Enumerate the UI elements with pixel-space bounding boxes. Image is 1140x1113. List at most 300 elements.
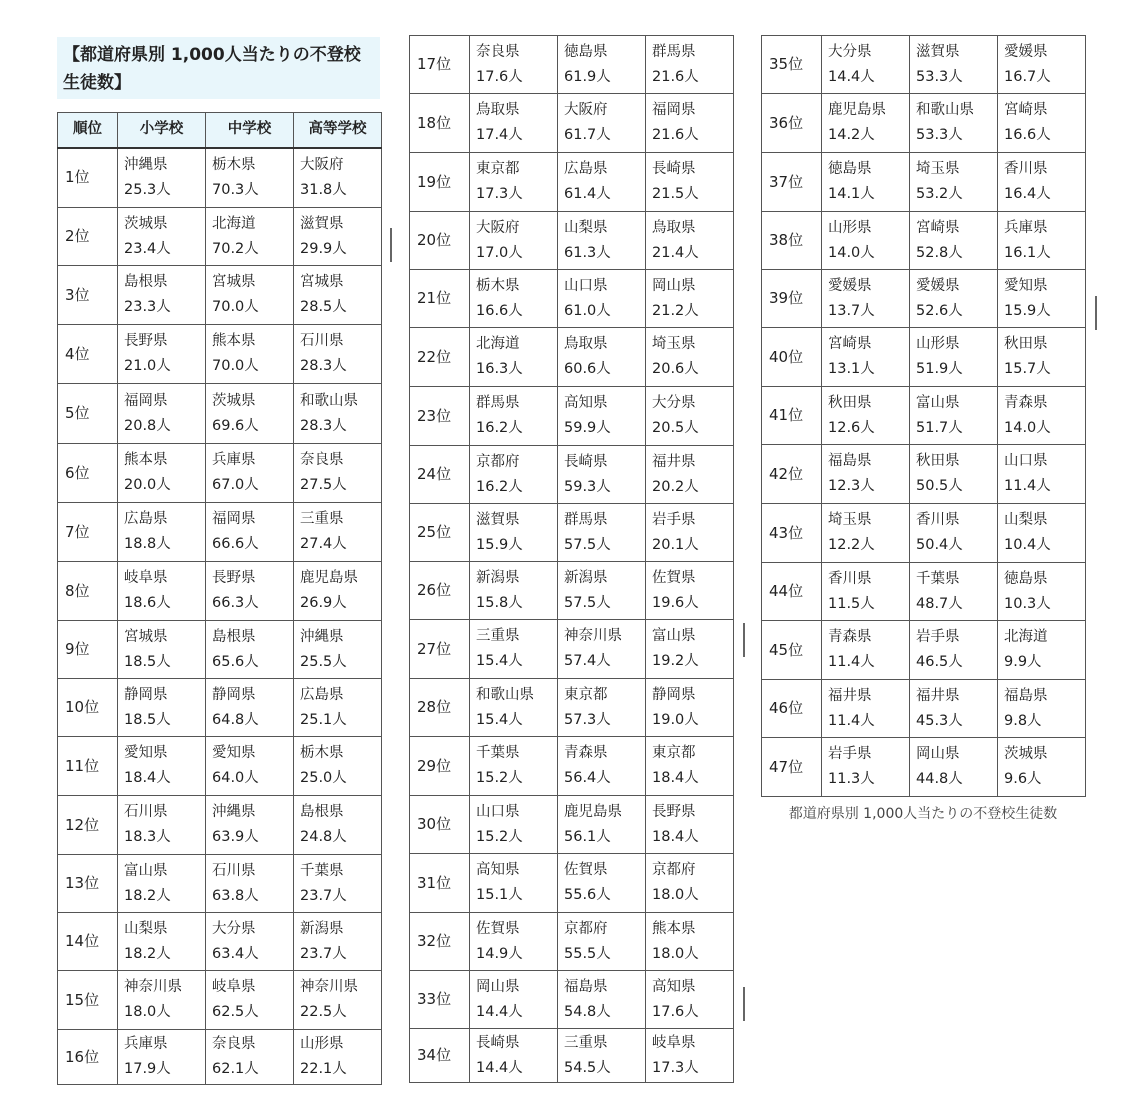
table-row <box>762 94 1086 153</box>
table-row <box>410 854 734 913</box>
student-count: 50.5人 <box>916 478 963 494</box>
high-school-cell <box>998 328 1086 387</box>
table-row <box>410 562 734 620</box>
junior-high-cell <box>558 212 646 270</box>
high-school-cell <box>294 384 382 444</box>
rank-cell: 19位 <box>410 153 470 212</box>
prefecture-name: 鳥取県 <box>476 102 520 118</box>
junior-high-cell <box>910 270 998 328</box>
prefecture-name: 宮城県 <box>124 628 168 645</box>
student-count: 9.9人 <box>1004 654 1042 670</box>
student-count: 12.2人 <box>828 537 875 553</box>
student-count: 62.5人 <box>212 1004 259 1020</box>
rank-cell: 14位 <box>58 913 118 971</box>
elementary-cell <box>822 738 910 797</box>
prefecture-name: 山形県 <box>300 1036 344 1052</box>
student-count: 31.8人 <box>300 181 347 198</box>
elementary-cell <box>470 620 558 679</box>
high-school-cell <box>646 854 734 913</box>
student-count: 52.6人 <box>916 302 963 319</box>
prefecture-name: 佐賀県 <box>476 920 520 937</box>
high-school-cell <box>646 504 734 562</box>
high-school-cell <box>646 36 734 94</box>
high-school-cell <box>998 680 1086 738</box>
elementary-cell <box>470 94 558 153</box>
scrollbar-handle[interactable] <box>1095 296 1097 330</box>
table-row <box>58 971 382 1030</box>
table-row <box>410 679 734 737</box>
rank-cell: 37位 <box>762 153 822 212</box>
prefecture-name: 兵庫県 <box>212 452 256 468</box>
student-count: 63.9人 <box>212 829 259 845</box>
prefecture-name: 福島県 <box>828 453 872 469</box>
elementary-cell <box>118 562 206 621</box>
high-school-cell <box>294 325 382 384</box>
student-count: 51.9人 <box>916 361 963 377</box>
prefecture-name: 香川県 <box>1004 161 1048 177</box>
prefecture-name: 埼玉県 <box>828 512 872 528</box>
student-count: 61.7人 <box>564 127 611 143</box>
prefecture-name: 福井県 <box>652 453 696 470</box>
rank-cell: 17位 <box>410 36 470 94</box>
prefecture-name: 岩手県 <box>652 511 696 528</box>
prefecture-name: 高知県 <box>476 862 520 878</box>
scrollbar-handle[interactable] <box>390 228 392 262</box>
prefecture-name: 東京都 <box>564 686 608 703</box>
prefecture-name: 広島県 <box>564 161 608 177</box>
prefecture-name: 滋賀県 <box>300 215 344 232</box>
prefecture-name: 福井県 <box>828 687 872 704</box>
student-count: 9.6人 <box>1004 771 1042 787</box>
elementary-cell <box>118 208 206 266</box>
rank-cell: 15位 <box>58 971 118 1030</box>
junior-high-cell <box>910 387 998 445</box>
student-count: 15.1人 <box>476 887 523 903</box>
student-count: 69.6人 <box>212 417 259 434</box>
high-school-cell <box>294 562 382 621</box>
student-count: 25.0人 <box>300 770 347 786</box>
elementary-cell <box>118 737 206 796</box>
elementary-cell <box>822 504 910 563</box>
prefecture-name: 岩手県 <box>828 746 872 762</box>
student-count: 18.4人 <box>124 770 171 786</box>
table-row <box>762 328 1086 387</box>
table-row <box>58 855 382 913</box>
prefecture-name: 秋田県 <box>1004 336 1048 352</box>
elementary-cell <box>118 913 206 971</box>
high-school-cell <box>998 621 1086 680</box>
table-row <box>410 737 734 796</box>
table-row <box>58 444 382 503</box>
student-count: 16.2人 <box>476 420 523 436</box>
table-row <box>762 680 1086 738</box>
junior-high-cell <box>558 270 646 328</box>
header-rank: 順位 <box>58 113 118 148</box>
elementary-cell <box>118 1030 206 1085</box>
prefecture-name: 栃木県 <box>300 745 344 761</box>
prefecture-name: 徳島県 <box>828 161 872 177</box>
rank-cell: 44位 <box>762 563 822 621</box>
prefecture-name: 石川県 <box>212 862 256 879</box>
prefecture-name: 山口県 <box>564 277 608 294</box>
elementary-cell <box>822 212 910 270</box>
student-count: 19.2人 <box>652 653 699 669</box>
table-row <box>762 563 1086 621</box>
table-row <box>762 270 1086 328</box>
student-count: 18.8人 <box>124 536 171 552</box>
student-count: 70.0人 <box>212 358 259 374</box>
high-school-cell <box>646 270 734 328</box>
prefecture-name: 愛媛県 <box>916 277 960 294</box>
junior-high-cell <box>558 796 646 854</box>
student-count: 53.3人 <box>916 127 963 143</box>
student-count: 54.8人 <box>564 1003 611 1020</box>
high-school-cell <box>998 270 1086 328</box>
student-count: 50.4人 <box>916 537 963 553</box>
prefecture-name: 奈良県 <box>300 452 344 468</box>
prefecture-name: 富山県 <box>124 862 168 879</box>
junior-high-cell <box>558 1029 646 1083</box>
student-count: 26.9人 <box>300 595 347 611</box>
scrollbar-handle[interactable] <box>743 623 745 657</box>
high-school-cell <box>998 563 1086 621</box>
prefecture-name: 熊本県 <box>212 333 256 349</box>
prefecture-name: 東京都 <box>652 745 696 761</box>
prefecture-name: 秋田県 <box>916 453 960 469</box>
elementary-cell <box>118 971 206 1030</box>
prefecture-name: 長野県 <box>652 803 696 820</box>
table-row <box>762 621 1086 680</box>
elementary-cell <box>470 212 558 270</box>
prefecture-name: 岡山県 <box>652 277 696 294</box>
student-count: 66.6人 <box>212 536 259 552</box>
rank-cell: 5位 <box>58 384 118 444</box>
prefecture-name: 愛知県 <box>1004 277 1048 294</box>
student-count: 18.4人 <box>652 828 699 845</box>
student-count: 20.8人 <box>124 417 171 434</box>
prefecture-name: 熊本県 <box>652 920 696 937</box>
elementary-cell <box>118 444 206 503</box>
prefecture-name: 神奈川県 <box>564 628 622 644</box>
junior-high-cell <box>910 680 998 738</box>
student-count: 46.5人 <box>916 654 963 670</box>
rank-cell: 6位 <box>58 444 118 503</box>
elementary-cell <box>822 387 910 445</box>
student-count: 53.2人 <box>916 186 963 202</box>
prefecture-name: 青森県 <box>828 629 872 645</box>
prefecture-name: 広島県 <box>300 686 344 703</box>
student-count: 13.1人 <box>828 361 875 377</box>
high-school-cell <box>294 913 382 971</box>
prefecture-name: 宮崎県 <box>916 219 960 236</box>
prefecture-name: 愛媛県 <box>1004 43 1048 60</box>
rank-cell: 42位 <box>762 445 822 504</box>
prefecture-name: 佐賀県 <box>652 569 696 586</box>
table-row <box>410 153 734 212</box>
student-count: 25.5人 <box>300 653 347 670</box>
rank-cell: 31位 <box>410 854 470 913</box>
student-count: 14.1人 <box>828 186 875 202</box>
student-count: 15.9人 <box>476 536 523 553</box>
prefecture-name: 新潟県 <box>300 920 344 937</box>
prefecture-name: 兵庫県 <box>1004 219 1048 236</box>
junior-high-cell <box>206 444 294 503</box>
high-school-cell <box>646 620 734 679</box>
prefecture-name: 大阪府 <box>476 219 520 236</box>
junior-high-cell <box>206 208 294 266</box>
table-row <box>58 503 382 562</box>
table-row <box>410 94 734 153</box>
student-count: 14.4人 <box>476 1003 523 1020</box>
student-count: 15.7人 <box>1004 361 1051 377</box>
elementary-cell <box>118 621 206 679</box>
scrollbar-handle[interactable] <box>743 987 745 1021</box>
student-count: 56.4人 <box>564 770 611 786</box>
table-row <box>762 445 1086 504</box>
student-count: 17.3人 <box>652 1059 699 1076</box>
junior-high-cell <box>558 854 646 913</box>
student-count: 18.6人 <box>124 595 171 611</box>
elementary-cell <box>822 36 910 94</box>
prefecture-name: 山形県 <box>916 336 960 352</box>
prefecture-name: 山口県 <box>1004 453 1048 469</box>
elementary-cell <box>822 270 910 328</box>
high-school-cell <box>294 679 382 737</box>
junior-high-cell <box>558 562 646 620</box>
student-count: 9.8人 <box>1004 712 1042 729</box>
student-count: 61.3人 <box>564 244 611 261</box>
elementary-cell <box>822 94 910 153</box>
table-row <box>410 328 734 387</box>
junior-high-cell <box>206 737 294 796</box>
high-school-cell <box>998 738 1086 797</box>
student-count: 29.9人 <box>300 240 347 257</box>
table-row <box>58 266 382 325</box>
elementary-cell <box>470 446 558 504</box>
header-high-school: 高等学校 <box>294 113 382 148</box>
elementary-cell <box>470 153 558 212</box>
rank-cell: 29位 <box>410 737 470 796</box>
elementary-cell <box>470 36 558 94</box>
high-school-cell <box>646 387 734 446</box>
table-row <box>58 325 382 384</box>
student-count: 59.9人 <box>564 420 611 436</box>
junior-high-cell <box>206 562 294 621</box>
high-school-cell <box>646 328 734 387</box>
student-count: 12.3人 <box>828 478 875 494</box>
prefecture-name: 三重県 <box>564 1034 608 1051</box>
elementary-cell <box>822 680 910 738</box>
junior-high-cell <box>206 384 294 444</box>
junior-high-cell <box>910 445 998 504</box>
prefecture-name: 青森県 <box>564 745 608 761</box>
student-count: 21.4人 <box>652 244 699 261</box>
prefecture-name: 福岡県 <box>124 392 168 409</box>
elementary-cell <box>118 384 206 444</box>
prefecture-name: 福島県 <box>564 978 608 995</box>
student-count: 20.6人 <box>652 361 699 377</box>
junior-high-cell <box>558 913 646 971</box>
elementary-cell <box>470 504 558 562</box>
prefecture-name: 千葉県 <box>300 862 344 879</box>
student-count: 18.2人 <box>124 887 171 904</box>
junior-high-cell <box>206 503 294 562</box>
student-count: 11.5人 <box>828 595 875 612</box>
prefecture-name: 沖縄県 <box>124 156 168 173</box>
junior-high-cell <box>910 36 998 94</box>
table-row <box>410 212 734 270</box>
table-row <box>410 971 734 1029</box>
prefecture-name: 新潟県 <box>564 569 608 586</box>
high-school-cell <box>998 94 1086 153</box>
prefecture-name: 群馬県 <box>564 511 608 528</box>
prefecture-name: 埼玉県 <box>916 161 960 177</box>
prefecture-name: 静岡県 <box>212 686 256 703</box>
prefecture-name: 佐賀県 <box>564 862 608 878</box>
student-count: 17.6人 <box>476 68 523 85</box>
rank-cell: 16位 <box>58 1030 118 1085</box>
student-count: 53.3人 <box>916 68 963 85</box>
student-count: 63.4人 <box>212 945 259 962</box>
rank-cell: 12位 <box>58 796 118 855</box>
high-school-cell <box>998 387 1086 445</box>
junior-high-cell <box>558 153 646 212</box>
junior-high-cell <box>558 679 646 737</box>
student-count: 28.3人 <box>300 358 347 374</box>
prefecture-name: 秋田県 <box>828 394 872 411</box>
rank-cell: 18位 <box>410 94 470 153</box>
junior-high-cell <box>910 621 998 680</box>
prefecture-name: 福岡県 <box>652 102 696 118</box>
student-count: 57.3人 <box>564 711 611 728</box>
prefecture-name: 香川県 <box>828 570 872 587</box>
rank-cell: 39位 <box>762 270 822 328</box>
table-row <box>58 1030 382 1085</box>
prefecture-name: 愛媛県 <box>828 277 872 294</box>
high-school-cell <box>646 1029 734 1083</box>
prefecture-name: 東京都 <box>476 161 520 177</box>
rank-cell: 43位 <box>762 504 822 563</box>
rank-cell: 23位 <box>410 387 470 446</box>
junior-high-cell <box>206 148 294 208</box>
junior-high-cell <box>206 325 294 384</box>
student-count: 15.4人 <box>476 711 523 728</box>
elementary-cell <box>118 679 206 737</box>
student-count: 64.0人 <box>212 770 259 786</box>
prefecture-name: 岡山県 <box>476 978 520 995</box>
student-count: 18.0人 <box>652 887 699 903</box>
high-school-cell <box>646 796 734 854</box>
prefecture-name: 茨城県 <box>1004 746 1048 762</box>
elementary-cell <box>470 1029 558 1083</box>
student-count: 20.2人 <box>652 478 699 495</box>
rank-cell: 11位 <box>58 737 118 796</box>
table-row <box>762 387 1086 445</box>
junior-high-cell <box>910 563 998 621</box>
junior-high-cell <box>558 328 646 387</box>
table-row <box>58 208 382 266</box>
table-row <box>410 446 734 504</box>
table-row <box>762 504 1086 563</box>
student-count: 17.4人 <box>476 127 523 143</box>
prefecture-name: 富山県 <box>652 628 696 644</box>
student-count: 57.5人 <box>564 594 611 611</box>
high-school-cell <box>294 621 382 679</box>
rank-cell: 3位 <box>58 266 118 325</box>
student-count: 25.3人 <box>124 181 171 198</box>
prefecture-name: 和歌山県 <box>916 102 974 118</box>
prefecture-name: 北海道 <box>212 215 256 232</box>
high-school-cell <box>998 212 1086 270</box>
prefecture-name: 山梨県 <box>124 920 168 937</box>
high-school-cell <box>646 913 734 971</box>
prefecture-name: 沖縄県 <box>212 804 256 820</box>
student-count: 18.3人 <box>124 829 171 845</box>
student-count: 16.2人 <box>476 478 523 495</box>
student-count: 16.3人 <box>476 361 523 377</box>
prefecture-name: 岩手県 <box>916 629 960 645</box>
elementary-cell <box>118 266 206 325</box>
prefecture-name: 島根県 <box>212 628 256 645</box>
prefecture-name: 愛知県 <box>212 745 256 761</box>
table-row <box>762 212 1086 270</box>
student-count: 67.0人 <box>212 477 259 493</box>
high-school-cell <box>294 737 382 796</box>
prefecture-name: 徳島県 <box>564 43 608 60</box>
prefecture-name: 千葉県 <box>476 745 520 761</box>
student-count: 16.6人 <box>1004 127 1051 143</box>
high-school-cell <box>294 971 382 1030</box>
student-count: 55.6人 <box>564 887 611 903</box>
prefecture-name: 香川県 <box>916 512 960 528</box>
table-row <box>762 153 1086 212</box>
student-count: 66.3人 <box>212 595 259 611</box>
table-row <box>58 562 382 621</box>
student-count: 27.4人 <box>300 536 347 552</box>
student-count: 18.2人 <box>124 945 171 962</box>
student-count: 18.0人 <box>124 1004 171 1020</box>
elementary-cell <box>470 737 558 796</box>
student-count: 70.2人 <box>212 240 259 257</box>
ranking-table-1 <box>57 112 382 1085</box>
rank-cell: 41位 <box>762 387 822 445</box>
prefecture-name: 栃木県 <box>476 277 520 294</box>
rank-cell: 9位 <box>58 621 118 679</box>
prefecture-name: 愛知県 <box>124 745 168 761</box>
high-school-cell <box>294 1030 382 1085</box>
prefecture-name: 奈良県 <box>212 1036 256 1052</box>
junior-high-cell <box>910 94 998 153</box>
prefecture-name: 神奈川県 <box>300 979 358 995</box>
student-count: 16.4人 <box>1004 186 1051 202</box>
junior-high-cell <box>558 36 646 94</box>
elementary-cell <box>822 328 910 387</box>
elementary-cell <box>470 328 558 387</box>
table-row <box>762 738 1086 797</box>
prefecture-name: 栃木県 <box>212 156 256 173</box>
prefecture-name: 大分県 <box>828 43 872 60</box>
student-count: 11.4人 <box>828 654 875 670</box>
prefecture-name: 宮城県 <box>300 274 344 290</box>
prefecture-name: 石川県 <box>124 804 168 820</box>
prefecture-name: 高知県 <box>564 395 608 411</box>
prefecture-name: 沖縄県 <box>300 628 344 645</box>
student-count: 22.1人 <box>300 1061 347 1077</box>
rank-cell: 28位 <box>410 679 470 737</box>
high-school-cell <box>998 36 1086 94</box>
student-count: 19.6人 <box>652 594 699 611</box>
student-count: 57.4人 <box>564 653 611 669</box>
